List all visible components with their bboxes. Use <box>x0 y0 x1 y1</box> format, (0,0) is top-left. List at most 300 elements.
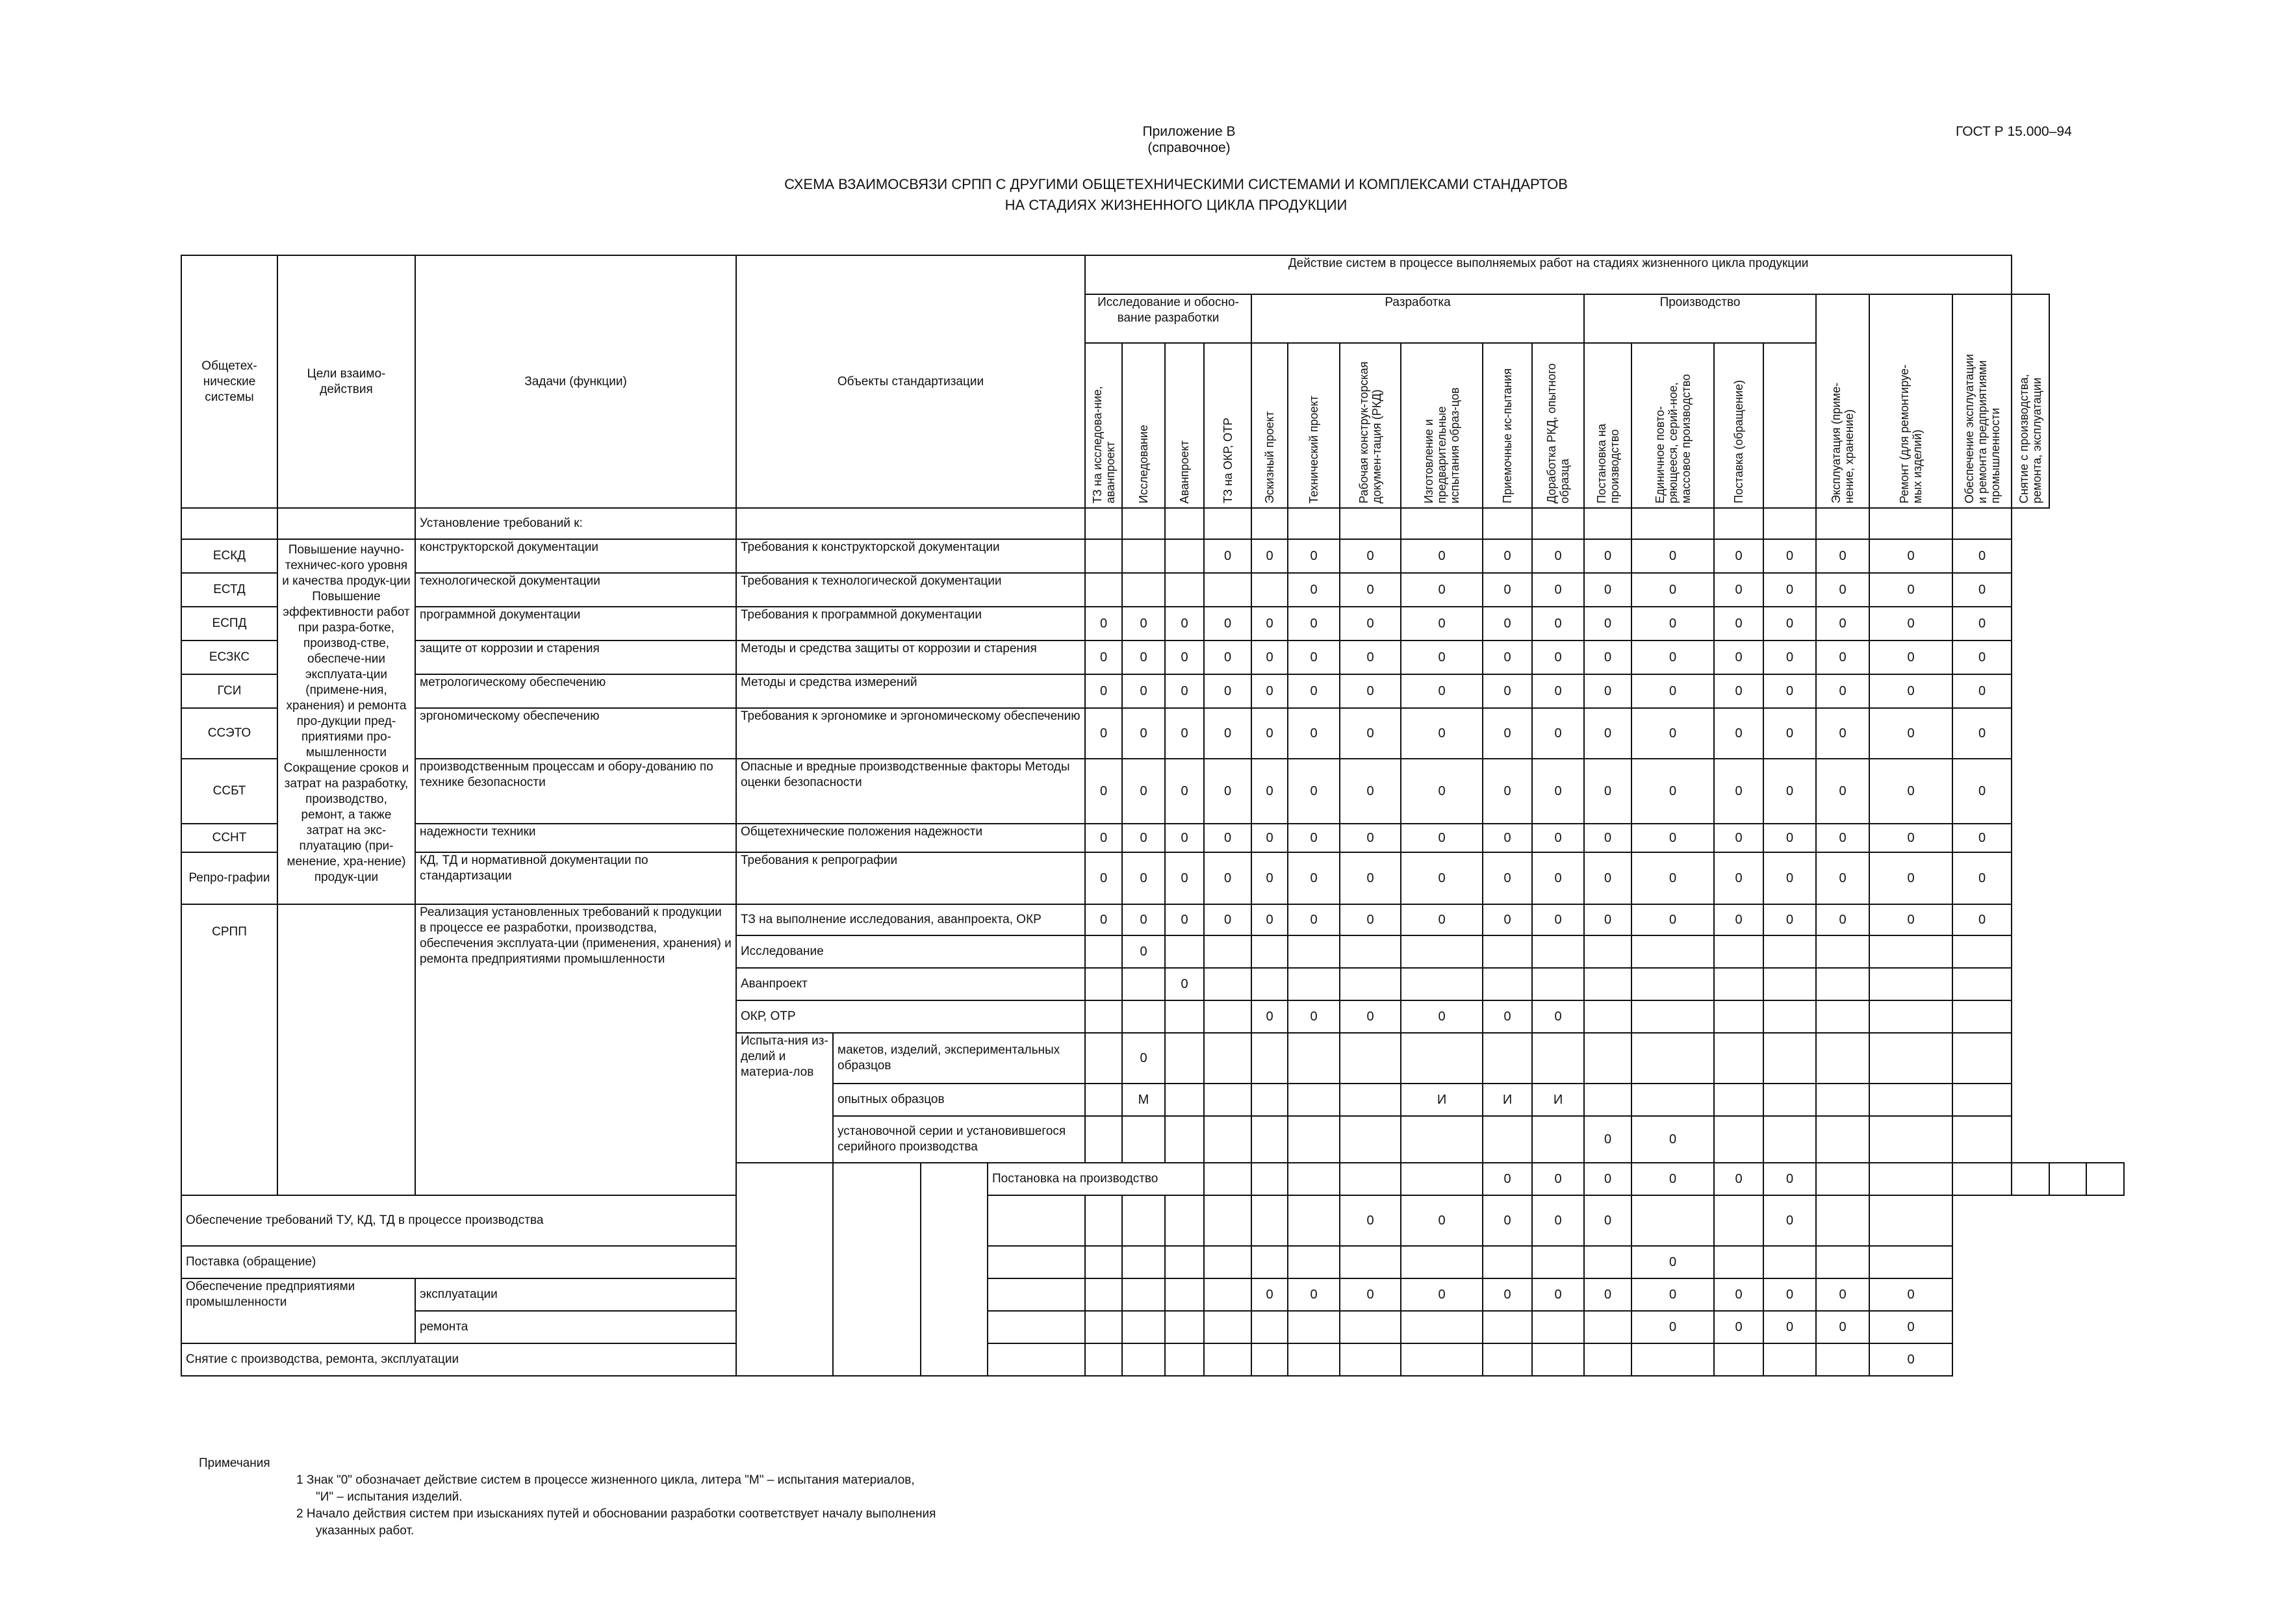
stage-mark <box>1340 1343 1401 1376</box>
stage-mark: 0 <box>1340 607 1401 641</box>
stage-mark: 0 <box>1532 641 1584 674</box>
goal-text: Повышение научно-техничес-кого уровня и качества продук-ции <box>282 543 411 588</box>
notes-heading: Примечания <box>199 1456 270 1470</box>
table-row <box>181 573 2124 607</box>
stage-mark <box>1165 1084 1204 1116</box>
stage-mark <box>1483 1343 1532 1376</box>
stage-mark: 0 <box>1584 1195 1631 1246</box>
stage-mark: 0 <box>1816 852 1869 904</box>
stage-mark <box>1122 508 1165 539</box>
stage-mark <box>1816 1084 1869 1116</box>
stage-mark <box>1401 968 1483 1000</box>
stage-mark <box>1122 573 1165 607</box>
stage-mark: 0 <box>1251 708 1288 759</box>
stage-mark: 0 <box>1714 1311 1763 1343</box>
stage-mark <box>2086 1163 2124 1195</box>
stage-mark <box>1340 1116 1401 1163</box>
stage-mark <box>1251 935 1288 968</box>
stage-mark: 0 <box>1122 674 1165 708</box>
stage-mark: 0 <box>1714 573 1763 607</box>
stage-mark <box>1340 935 1401 968</box>
stage-mark <box>1483 1246 1532 1278</box>
stage-mark: 0 <box>1288 904 1340 935</box>
stage-mark: 0 <box>1085 824 1122 852</box>
table-row <box>181 824 2124 852</box>
stage-mark: 0 <box>1340 708 1401 759</box>
stage-mark: 0 <box>1204 824 1251 852</box>
stage-mark: 0 <box>1122 935 1165 968</box>
stage-mark: 0 <box>1584 641 1631 674</box>
object-cell-empty <box>736 508 1085 539</box>
table-row <box>181 508 2124 539</box>
stage-mark: 0 <box>1401 1195 1483 1246</box>
object-text: Постановка на производство <box>988 1163 1204 1195</box>
stage-mark: 0 <box>1532 824 1584 852</box>
stage-mark: 0 <box>1763 824 1816 852</box>
stage-mark: 0 <box>1483 759 1532 824</box>
stage-mark: 0 <box>1714 824 1763 852</box>
stage-mark: 0 <box>1165 759 1204 824</box>
stage-mark <box>1631 1033 1714 1084</box>
stage-mark: 0 <box>1401 641 1483 674</box>
system-name: ЕСТД <box>181 573 277 607</box>
stage-mark: 0 <box>1288 1278 1340 1311</box>
stage-mark: 0 <box>1816 1278 1869 1311</box>
object-text: опытных образцов <box>833 1084 1085 1116</box>
stage-mark <box>1532 1116 1584 1163</box>
stage-mark <box>1483 1033 1532 1084</box>
stage-mark: 0 <box>1251 607 1288 641</box>
object-text: Требования к программной документации <box>736 607 1085 641</box>
stage-mark <box>1714 1033 1763 1084</box>
stage-mark <box>1483 1311 1532 1343</box>
stage-mark <box>1122 1311 1165 1343</box>
header-group-development: Разработка <box>1251 294 1584 343</box>
note-1: 1 Знак "0" обозначает действие систем в процессе жизненного цикла, литера "М" – испытания материалов, <box>296 1473 915 1487</box>
task-text: Реализация установленных требований к продукции в процессе ее разработки, производства, обеспечения эксплуата-ции (применения, хранения) и ремонта предприятиями промышленности <box>415 904 736 1195</box>
stage-mark <box>1483 508 1532 539</box>
stage-header: Аванпроект <box>1165 343 1204 508</box>
stage-mark: 0 <box>1483 573 1532 607</box>
object-text: Исследование <box>736 935 1085 968</box>
stage-mark <box>988 1195 1085 1246</box>
stage-mark: 0 <box>1483 641 1532 674</box>
stage-mark <box>1401 1116 1483 1163</box>
stage-mark: М <box>1122 1084 1165 1116</box>
stage-mark: 0 <box>1204 641 1251 674</box>
stage-mark <box>1763 1343 1816 1376</box>
document-title <box>390 174 1962 216</box>
stage-mark: 0 <box>1532 708 1584 759</box>
stage-mark: 0 <box>1584 1116 1631 1163</box>
stage-mark <box>1340 508 1401 539</box>
header-systems: Общетех-нические системы <box>181 255 277 508</box>
stage-mark <box>1085 1343 1122 1376</box>
stage-mark <box>1869 935 1952 968</box>
stage-header: Поставка (обращение) <box>1714 343 1763 508</box>
stage-mark <box>1816 1246 1869 1278</box>
stage-mark <box>1122 539 1165 573</box>
stage-mark: 0 <box>1532 1163 1584 1195</box>
stage-mark: 0 <box>1483 824 1532 852</box>
stage-mark <box>988 1343 1085 1376</box>
stage-mark: 0 <box>1401 539 1483 573</box>
stage-mark: 0 <box>1869 824 1952 852</box>
stage-mark: 0 <box>1401 573 1483 607</box>
stage-mark <box>1122 1343 1165 1376</box>
task-cell-empty <box>921 1163 988 1376</box>
stage-mark <box>1869 1000 1952 1033</box>
object-text: Требования к репрографии <box>736 852 1085 904</box>
stage-mark: 0 <box>1122 759 1165 824</box>
note-2: 2 Начало действия систем при изысканиях путей и обосновании разработки соответствует началу выполнения <box>296 1507 936 1521</box>
object-text: ОКР, ОТР <box>736 1000 1085 1033</box>
stage-mark <box>1288 1311 1340 1343</box>
stage-mark <box>1952 1163 2012 1195</box>
stage-mark: 0 <box>1869 539 1952 573</box>
stage-mark <box>1165 1195 1204 1246</box>
stage-mark: 0 <box>1952 539 2012 573</box>
stage-mark <box>1869 1163 1952 1195</box>
stage-mark: 0 <box>1532 1278 1584 1311</box>
stage-mark: 0 <box>1288 824 1340 852</box>
stage-mark: 0 <box>1816 904 1869 935</box>
table-row <box>181 1195 2124 1246</box>
stage-mark <box>1288 1084 1340 1116</box>
stage-mark <box>1288 1163 1340 1195</box>
stage-mark <box>988 1278 1085 1311</box>
stage-mark <box>1204 1195 1251 1246</box>
stage-mark: 0 <box>1763 539 1816 573</box>
stage-mark: 0 <box>1584 759 1631 824</box>
stage-mark <box>1165 539 1204 573</box>
object-text: Аванпроект <box>736 968 1085 1000</box>
stage-header: Исследование <box>1122 343 1165 508</box>
stage-mark <box>1204 1000 1251 1033</box>
stage-header: Обеспечение эксплуатации и ремонта предприятиями промышленности <box>1952 294 2012 508</box>
stage-mark <box>1763 935 1816 968</box>
stage-mark <box>1869 1033 1952 1084</box>
stage-mark <box>1952 935 2012 968</box>
stage-mark: 0 <box>1952 759 2012 824</box>
header-group-research: Исследование и обосно-вание разработки <box>1085 294 1251 343</box>
stage-mark <box>1816 935 1869 968</box>
stage-mark <box>1085 1311 1122 1343</box>
stage-mark <box>2012 1163 2049 1195</box>
stage-mark: 0 <box>1532 573 1584 607</box>
stage-mark <box>1204 1163 1251 1195</box>
stage-mark <box>1204 1116 1251 1163</box>
stage-mark: 0 <box>1584 1278 1631 1311</box>
header-group-production: Производство <box>1584 294 1816 343</box>
stage-mark: 0 <box>1483 539 1532 573</box>
stage-mark: 0 <box>1288 759 1340 824</box>
stage-mark <box>1952 508 2012 539</box>
stage-mark: 0 <box>1165 904 1204 935</box>
system-name: ЕСЗКС <box>181 641 277 674</box>
stage-mark <box>1340 1163 1401 1195</box>
stage-mark <box>1714 935 1763 968</box>
stage-mark <box>1251 1195 1288 1246</box>
goals-cell-empty <box>833 1163 921 1376</box>
stage-mark: 0 <box>1763 1195 1816 1246</box>
stage-mark: 0 <box>1763 1278 1816 1311</box>
stage-mark <box>1631 1084 1714 1116</box>
stage-mark: 0 <box>1869 607 1952 641</box>
stage-mark: 0 <box>1122 1033 1165 1084</box>
stage-mark <box>1714 508 1763 539</box>
stage-mark: 0 <box>1631 759 1714 824</box>
stage-mark: 0 <box>1584 708 1631 759</box>
stage-header: Эксплуатация (приме-нение, хранение) <box>1816 294 1869 508</box>
stage-mark: 0 <box>1085 607 1122 641</box>
stage-mark <box>1085 1246 1122 1278</box>
stage-header: ТЗ на ОКР, ОТР <box>1204 343 1251 508</box>
stage-mark: 0 <box>1714 1278 1763 1311</box>
table-row <box>181 852 2124 904</box>
stage-mark <box>1763 1246 1816 1278</box>
stage-mark <box>1952 1000 2012 1033</box>
stage-mark: 0 <box>1288 573 1340 607</box>
stage-mark <box>1532 1343 1584 1376</box>
stage-mark: 0 <box>1401 904 1483 935</box>
stage-mark: 0 <box>1952 824 2012 852</box>
stage-mark: 0 <box>1631 641 1714 674</box>
stage-mark: 0 <box>1816 539 1869 573</box>
stage-mark <box>1251 1116 1288 1163</box>
stage-mark <box>1401 1311 1483 1343</box>
stage-mark <box>1532 1311 1584 1343</box>
stage-mark <box>1204 935 1251 968</box>
stage-header: Эскизный проект <box>1251 343 1288 508</box>
stage-mark: 0 <box>1204 607 1251 641</box>
stage-mark: 0 <box>1165 968 1204 1000</box>
table-row <box>181 1278 2124 1311</box>
stage-mark <box>1288 1116 1340 1163</box>
stage-mark: 0 <box>1532 539 1584 573</box>
stage-mark <box>1085 1278 1122 1311</box>
stage-mark <box>1085 968 1122 1000</box>
stage-mark <box>1869 1195 1952 1246</box>
stage-mark: 0 <box>1631 674 1714 708</box>
stage-mark: 0 <box>1340 539 1401 573</box>
stage-mark <box>1251 1163 1288 1195</box>
stage-mark <box>1816 508 1869 539</box>
stage-mark <box>1532 968 1584 1000</box>
stage-mark: 0 <box>1401 1000 1483 1033</box>
system-name: Репро-графии <box>181 852 277 904</box>
stage-mark <box>988 1311 1085 1343</box>
stage-mark: 0 <box>1584 852 1631 904</box>
stage-mark: 0 <box>1532 674 1584 708</box>
stage-mark <box>1251 968 1288 1000</box>
task-text: программной документации <box>415 607 736 641</box>
stage-mark: 0 <box>1165 708 1204 759</box>
stage-mark: 0 <box>1816 674 1869 708</box>
stage-mark: 0 <box>1251 641 1288 674</box>
header-objects: Объекты стандартизации <box>736 255 1085 508</box>
stage-mark <box>1869 1116 1952 1163</box>
requirements-intro: Установление требований к: <box>415 508 736 539</box>
stage-mark: 0 <box>1204 539 1251 573</box>
stage-mark <box>1401 1246 1483 1278</box>
stage-mark: И <box>1401 1084 1483 1116</box>
stage-mark <box>1714 1084 1763 1116</box>
stage-mark <box>1165 935 1204 968</box>
stage-mark <box>1631 1000 1714 1033</box>
stage-mark <box>1816 968 1869 1000</box>
stage-mark: 0 <box>1869 904 1952 935</box>
stage-mark <box>1584 1311 1631 1343</box>
stage-mark <box>1251 1246 1288 1278</box>
stage-mark: 0 <box>1483 852 1532 904</box>
stage-mark: 0 <box>1288 674 1340 708</box>
stage-mark: 0 <box>1714 674 1763 708</box>
stage-mark <box>1763 1116 1816 1163</box>
table-row <box>181 708 2124 759</box>
stage-mark: 0 <box>1288 1000 1340 1033</box>
object-text: Обеспечение предприятиями промышленности <box>181 1278 415 1343</box>
stage-mark <box>1204 1311 1251 1343</box>
stage-mark <box>1483 968 1532 1000</box>
stage-mark: 0 <box>1584 539 1631 573</box>
stage-mark: 0 <box>1340 1000 1401 1033</box>
stage-mark: 0 <box>1340 1278 1401 1311</box>
stage-mark: 0 <box>1584 1163 1631 1195</box>
stage-mark <box>1816 1195 1869 1246</box>
stage-mark: 0 <box>1204 674 1251 708</box>
stage-mark: 0 <box>1401 852 1483 904</box>
stage-mark <box>1584 935 1631 968</box>
stage-mark: 0 <box>1869 573 1952 607</box>
task-text: надежности техники <box>415 824 736 852</box>
stage-mark: 0 <box>1340 641 1401 674</box>
stage-mark: 0 <box>1631 573 1714 607</box>
stage-mark <box>1584 1084 1631 1116</box>
stage-mark: 0 <box>1763 904 1816 935</box>
title-line-1: СХЕМА ВЗАИМОСВЯЗИ СРПП С ДРУГИМИ ОБЩЕТЕХНИЧЕСКИМИ СИСТЕМАМИ И КОМПЛЕКСАМИ СТАНДАРТОВ <box>784 176 1568 192</box>
stage-mark: 0 <box>1816 573 1869 607</box>
stage-mark <box>1869 508 1952 539</box>
stage-mark: 0 <box>1483 708 1532 759</box>
table-row <box>181 539 2124 573</box>
task-text: конструкторской документации <box>415 539 736 573</box>
stage-mark: 0 <box>1204 904 1251 935</box>
stage-mark: 0 <box>1869 708 1952 759</box>
stage-mark: 0 <box>1251 759 1288 824</box>
stage-mark: 0 <box>1869 674 1952 708</box>
stage-mark <box>1165 1033 1204 1084</box>
tests-label: Испыта-ния из-делий и материа-лов <box>736 1033 833 1163</box>
stage-mark <box>1204 1033 1251 1084</box>
object-text: ТЗ на выполнение исследования, аванпроекта, ОКР <box>736 904 1085 935</box>
table-row <box>181 674 2124 708</box>
stage-mark <box>1165 1343 1204 1376</box>
task-text: производственным процессам и обору-дованию по технике безопасности <box>415 759 736 824</box>
stage-mark: 0 <box>1340 759 1401 824</box>
stage-mark: 0 <box>1869 852 1952 904</box>
stage-mark <box>1532 935 1584 968</box>
stage-mark <box>1763 968 1816 1000</box>
stage-mark <box>1165 1000 1204 1033</box>
stage-header: Приемочные ис-пытания <box>1483 343 1532 508</box>
stage-mark: 0 <box>1251 539 1288 573</box>
stage-mark: 0 <box>1340 1195 1401 1246</box>
goals-cell-empty <box>277 904 415 1195</box>
system-name: ЕСПД <box>181 607 277 641</box>
stage-mark <box>1251 508 1288 539</box>
stage-mark <box>1631 508 1714 539</box>
appendix-note: (справочное) <box>1147 140 1231 155</box>
stage-mark <box>1952 968 2012 1000</box>
object-text: Обеспечение требований ТУ, КД, ТД в процессе производства <box>181 1195 833 1246</box>
stage-mark <box>1085 1116 1122 1163</box>
stage-mark: 0 <box>1714 904 1763 935</box>
stage-mark: 0 <box>1532 759 1584 824</box>
header-action: Действие систем в процессе выполняемых работ на стадиях жизненного цикла продукции <box>1085 255 2012 294</box>
stage-mark <box>1165 573 1204 607</box>
stage-mark <box>1584 1246 1631 1278</box>
stage-mark: 0 <box>1340 852 1401 904</box>
stage-mark <box>1532 508 1584 539</box>
stage-mark: 0 <box>1165 641 1204 674</box>
stage-mark <box>1288 968 1340 1000</box>
stage-mark <box>988 1246 1085 1278</box>
stage-mark <box>1288 1343 1340 1376</box>
stage-mark: 0 <box>1763 607 1816 641</box>
stage-mark: 0 <box>1401 674 1483 708</box>
stage-mark: 0 <box>1251 904 1288 935</box>
stage-mark <box>1251 1311 1288 1343</box>
stage-mark <box>1340 1084 1401 1116</box>
notes <box>199 1455 1368 1540</box>
stage-mark <box>1204 1246 1251 1278</box>
stage-mark <box>1085 1084 1122 1116</box>
stage-mark <box>1714 1246 1763 1278</box>
stage-header: Технический проект <box>1288 343 1340 508</box>
stage-mark: 0 <box>1869 641 1952 674</box>
task-text: эргономическому обеспечению <box>415 708 736 759</box>
stage-mark: 0 <box>1714 539 1763 573</box>
stage-mark <box>1816 1343 1869 1376</box>
stage-mark <box>1631 968 1714 1000</box>
stage-mark: 0 <box>1763 1311 1816 1343</box>
stage-mark <box>1714 1000 1763 1033</box>
stage-mark: 0 <box>1631 1116 1714 1163</box>
stage-mark <box>1340 968 1401 1000</box>
stage-mark <box>2049 1163 2087 1195</box>
stage-mark: 0 <box>1288 607 1340 641</box>
stage-mark <box>1122 1116 1165 1163</box>
stage-header: Постановка на производство <box>1584 343 1631 508</box>
stage-mark <box>1584 1000 1631 1033</box>
object-text: макетов, изделий, экспериментальных образцов <box>833 1033 1085 1084</box>
stage-mark: 0 <box>1122 607 1165 641</box>
stage-mark <box>1204 573 1251 607</box>
stage-mark <box>1401 508 1483 539</box>
stage-mark: 0 <box>1952 852 2012 904</box>
stage-mark: 0 <box>1251 1278 1288 1311</box>
stage-mark <box>1816 1033 1869 1084</box>
stage-mark <box>1288 935 1340 968</box>
system-name: ЕСКД <box>181 539 277 573</box>
stage-mark <box>1204 1278 1251 1311</box>
stage-mark: 0 <box>1763 641 1816 674</box>
stage-mark: 0 <box>1122 641 1165 674</box>
stage-mark: 0 <box>1288 852 1340 904</box>
stage-mark: 0 <box>1816 759 1869 824</box>
stage-mark: 0 <box>1340 904 1401 935</box>
